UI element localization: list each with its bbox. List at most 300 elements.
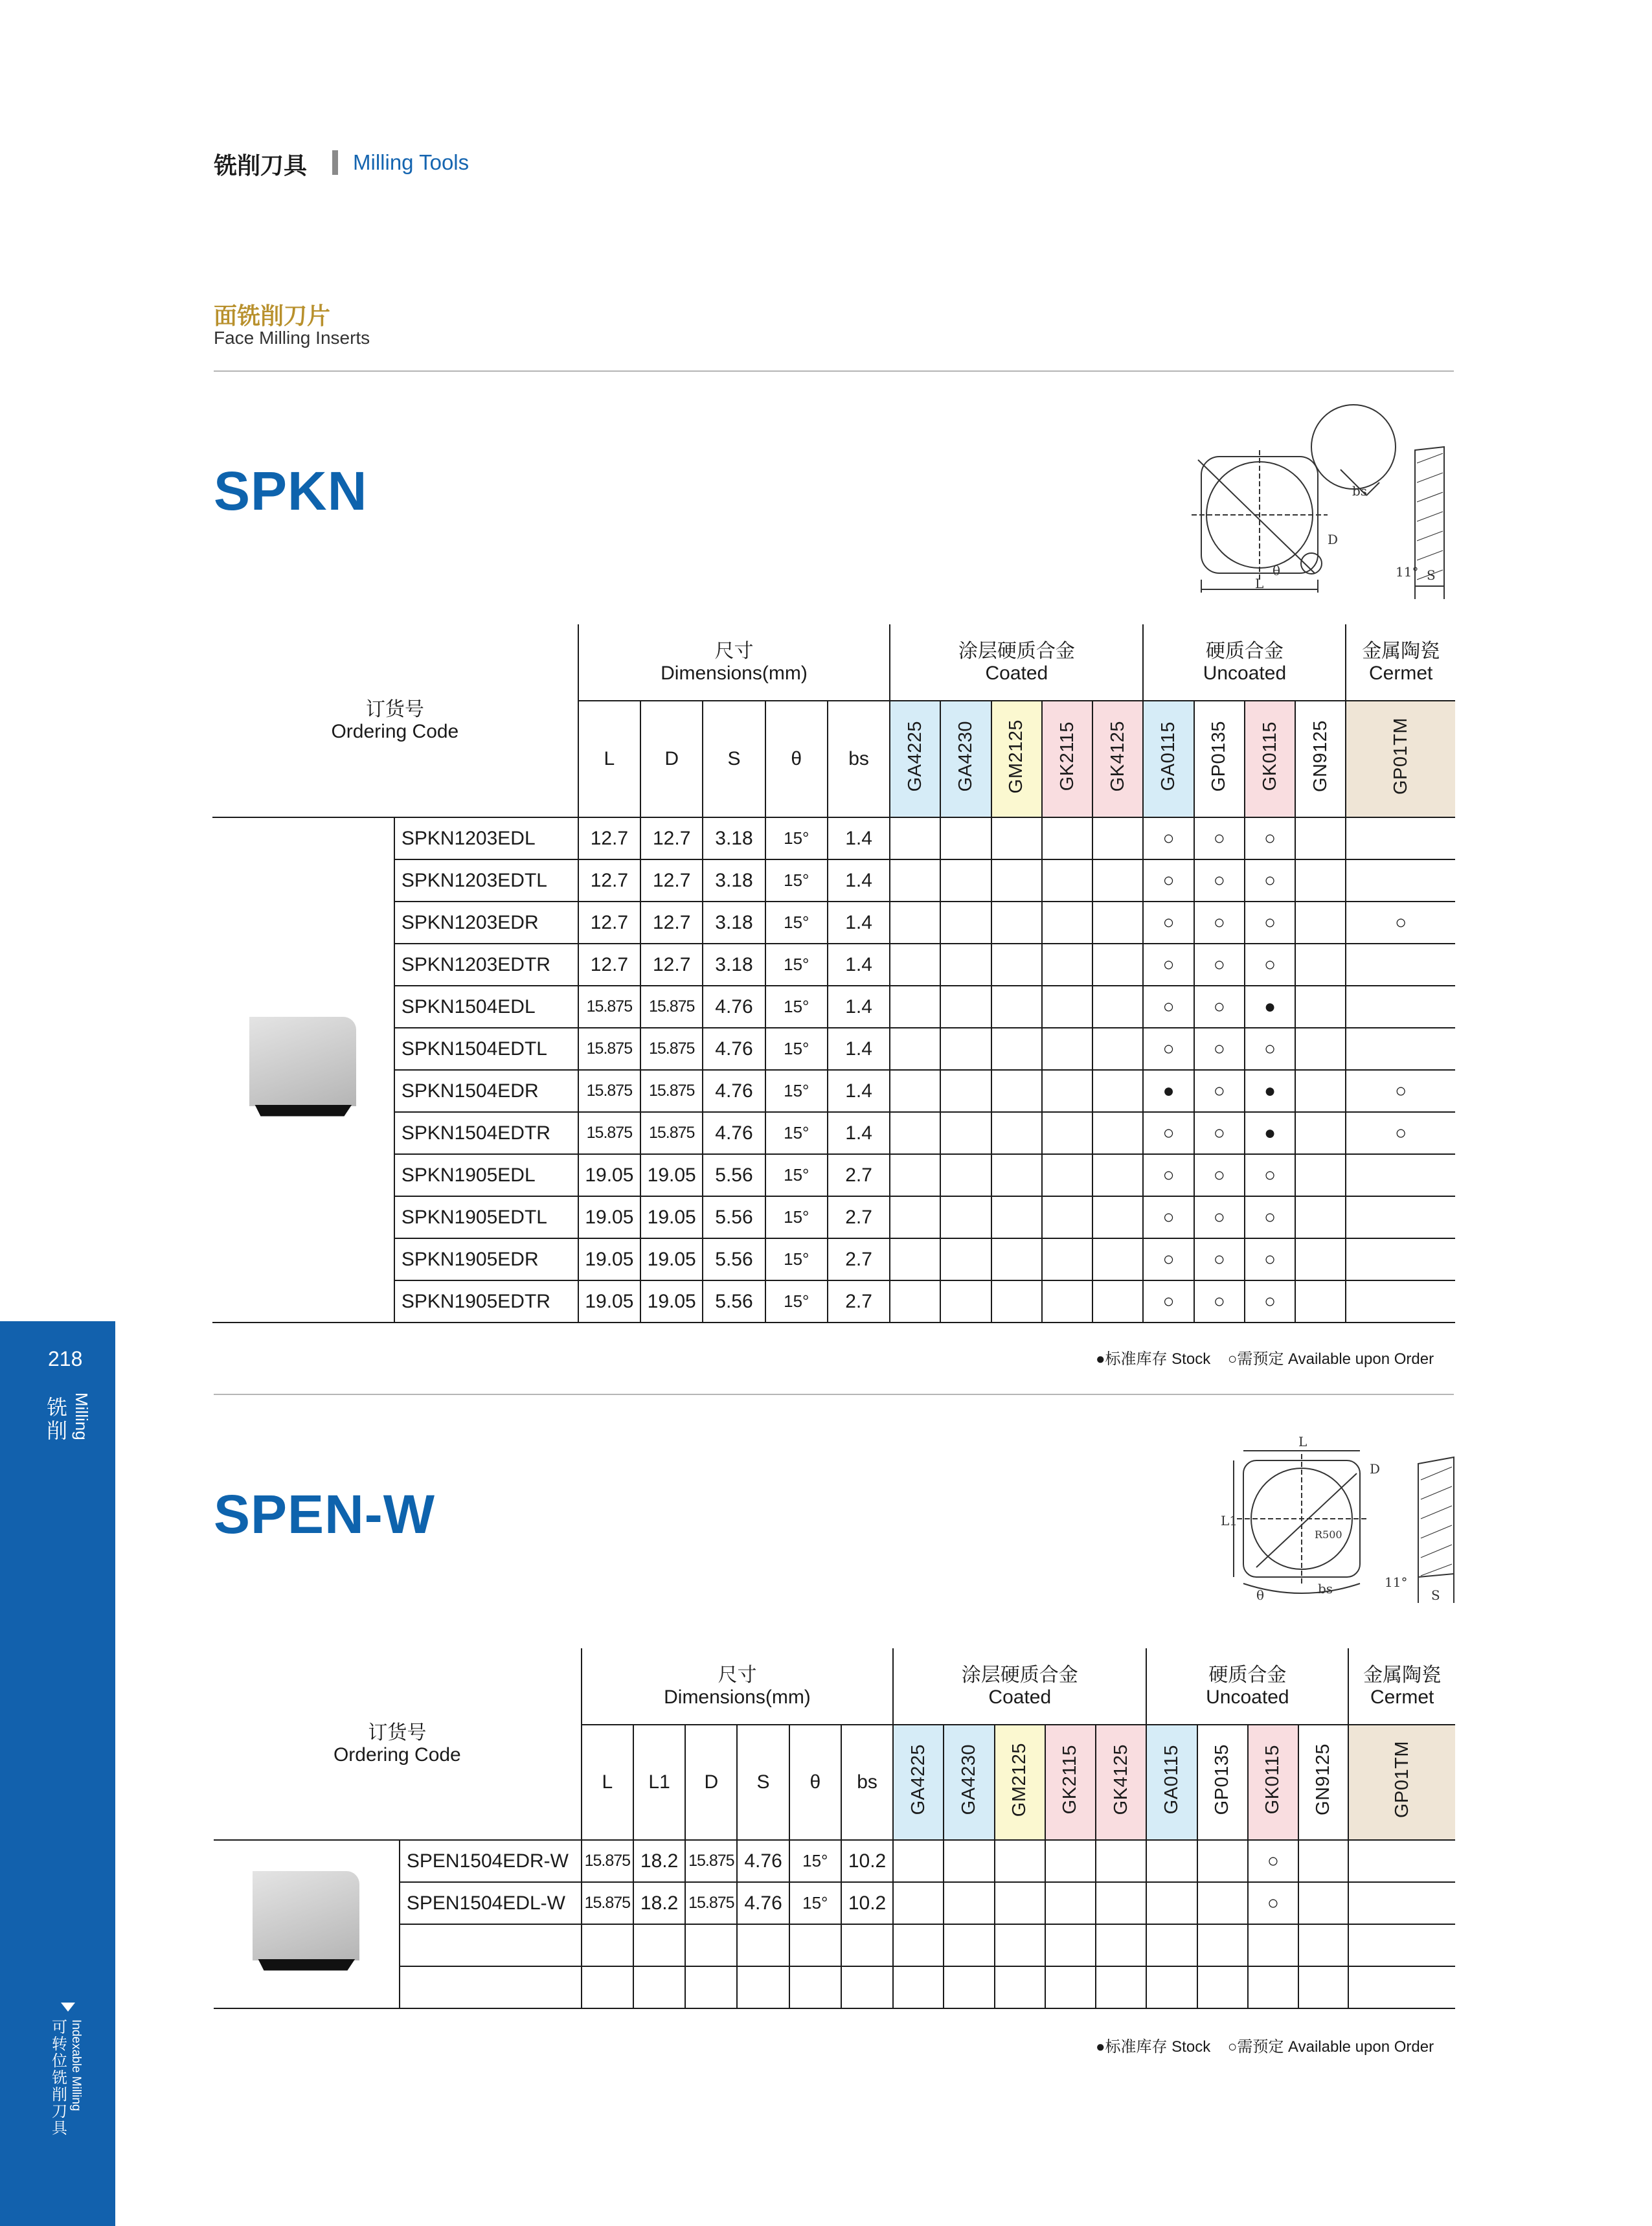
cermet-header-en: Cermet xyxy=(1369,662,1433,684)
dim-theta: 15° xyxy=(789,1882,841,1924)
availability-mark xyxy=(1092,1028,1143,1070)
table-row xyxy=(212,1238,1455,1280)
availability-mark xyxy=(940,1028,991,1070)
availability-mark xyxy=(1146,1840,1197,1882)
availability-mark xyxy=(893,1966,944,2008)
availability-mark xyxy=(1146,1966,1197,2008)
dim-S xyxy=(737,1966,789,2008)
insert-edge xyxy=(255,1105,352,1117)
spen-ordering-code-header-en: Ordering Code xyxy=(333,1743,461,1766)
availability-mark xyxy=(1042,817,1092,859)
spen-cermet-header-en: Cermet xyxy=(1370,1686,1434,1708)
spkn-dim-header: bs xyxy=(828,701,890,817)
availability-mark xyxy=(944,1924,994,1966)
legend-order-text: 需预定 Available upon Order xyxy=(1237,1350,1434,1368)
legend-stock-text: 标准库存 Stock xyxy=(1105,1350,1211,1368)
dim-D: 12.7 xyxy=(640,817,703,859)
grade-header-gk2115 xyxy=(1042,701,1092,817)
availability-mark xyxy=(940,817,991,859)
dim-L1: 18.2 xyxy=(633,1882,685,1924)
availability-mark: ○ xyxy=(1248,1882,1298,1924)
spen-insert-photo xyxy=(253,1871,359,1978)
availability-mark xyxy=(890,986,940,1028)
spen-ordering-code-header-cn: 订货号 xyxy=(368,1721,427,1743)
spen-diagram-label-bs: bs xyxy=(1318,1581,1333,1596)
availability-mark: ○ xyxy=(1194,1028,1245,1070)
table-row xyxy=(212,817,1455,859)
ordering-code xyxy=(400,1924,582,1966)
availability-mark: ○ xyxy=(1143,1196,1194,1238)
availability-mark xyxy=(1045,1924,1096,1966)
availability-mark xyxy=(1348,1882,1455,1924)
availability-mark xyxy=(1042,1238,1092,1280)
availability-mark xyxy=(944,1882,994,1924)
availability-mark xyxy=(1197,1966,1248,2008)
availability-mark xyxy=(1295,1238,1346,1280)
grade-header-gn9125 xyxy=(1295,701,1346,817)
spen-table xyxy=(214,1648,1455,2009)
table-row xyxy=(212,1070,1455,1112)
grade-label: GP0135 xyxy=(1212,1744,1233,1815)
spkn-title: SPKN xyxy=(214,460,368,521)
availability-mark: ○ xyxy=(1245,944,1295,986)
availability-mark xyxy=(1348,1924,1455,1966)
insert-face xyxy=(253,1871,359,1960)
availability-mark: ○ xyxy=(1194,944,1245,986)
availability-mark: ○ xyxy=(1143,1238,1194,1280)
spen-coated-header-cn: 涂层硬质合金 xyxy=(961,1664,1078,1686)
availability-mark xyxy=(1346,944,1455,986)
availability-mark: ○ xyxy=(1143,817,1194,859)
spkn-table xyxy=(212,624,1455,1323)
dimensions-header-cn: 尺寸 xyxy=(714,640,754,662)
availability-mark xyxy=(1092,1238,1143,1280)
table-row xyxy=(214,1966,1455,2008)
spkn-dim-header: D xyxy=(640,701,703,817)
dim-S: 4.76 xyxy=(737,1840,789,1882)
availability-mark: ○ xyxy=(1346,1112,1455,1154)
dim-L: 19.05 xyxy=(578,1196,640,1238)
dimensions-header xyxy=(578,624,890,701)
spen-title: SPEN-W xyxy=(214,1484,435,1545)
coated-header-cn: 涂层硬质合金 xyxy=(958,640,1075,662)
availability-mark xyxy=(940,1196,991,1238)
dim-theta xyxy=(789,1924,841,1966)
availability-mark xyxy=(1346,859,1455,902)
spen-legend-stock-symbol: ● xyxy=(1096,2038,1105,2056)
ordering-code: SPKN1504EDTR xyxy=(394,1112,578,1154)
uncoated-header-en: Uncoated xyxy=(1203,662,1287,684)
ordering-code: SPKN1905EDL xyxy=(394,1154,578,1196)
ordering-code: SPEN1504EDR-W xyxy=(400,1840,582,1882)
table-row xyxy=(212,944,1455,986)
table-row xyxy=(212,1196,1455,1238)
grade-label: GK4125 xyxy=(1110,1744,1131,1815)
grade-header-gp01tm xyxy=(1346,701,1455,817)
dim-S: 5.56 xyxy=(703,1280,765,1323)
availability-mark: ○ xyxy=(1194,1112,1245,1154)
spen-image-cell xyxy=(214,1840,400,2008)
availability-mark xyxy=(940,902,991,944)
availability-mark xyxy=(1096,1840,1146,1882)
spkn-dim-header: L xyxy=(578,701,640,817)
dim-theta: 15° xyxy=(765,1238,828,1280)
spen-dimensions-header-en: Dimensions(mm) xyxy=(664,1686,811,1708)
dim-theta: 15° xyxy=(765,944,828,986)
availability-mark xyxy=(940,1112,991,1154)
availability-mark xyxy=(890,1112,940,1154)
dim-bs: 1.4 xyxy=(828,944,890,986)
availability-mark: ○ xyxy=(1245,1280,1295,1323)
grade-header-gp0135 xyxy=(1194,701,1245,817)
uncoated-header-cn: 硬质合金 xyxy=(1205,640,1284,662)
availability-mark: ○ xyxy=(1143,859,1194,902)
dim-S: 4.76 xyxy=(703,986,765,1028)
availability-mark xyxy=(1092,1112,1143,1154)
spkn-dim-header: S xyxy=(703,701,765,817)
availability-mark xyxy=(893,1882,944,1924)
cermet-header xyxy=(1346,624,1455,701)
grade-label: GA4225 xyxy=(907,1744,929,1815)
dimensions-header-en: Dimensions(mm) xyxy=(661,662,808,684)
grade-label: GK0115 xyxy=(1262,1745,1284,1815)
availability-mark xyxy=(1248,1966,1298,2008)
availability-mark xyxy=(1346,1196,1455,1238)
dim-bs xyxy=(841,1924,893,1966)
availability-mark xyxy=(995,1840,1045,1882)
availability-mark: ○ xyxy=(1245,1028,1295,1070)
dim-L: 15.875 xyxy=(578,986,640,1028)
availability-mark xyxy=(890,859,940,902)
table-row xyxy=(214,1924,1455,1966)
availability-mark xyxy=(1295,817,1346,859)
dim-L1: 18.2 xyxy=(633,1840,685,1882)
availability-mark xyxy=(1096,1882,1146,1924)
spen-legend-order-text: 需预定 Available upon Order xyxy=(1237,2038,1434,2056)
dim-bs: 2.7 xyxy=(828,1238,890,1280)
spen-dim-header: D xyxy=(685,1725,737,1840)
grade-header-gk0115 xyxy=(1248,1725,1298,1840)
grade-header-gn9125 xyxy=(1298,1725,1348,1840)
availability-mark xyxy=(1197,1924,1248,1966)
availability-mark xyxy=(991,817,1042,859)
dim-bs: 1.4 xyxy=(828,859,890,902)
availability-mark: ○ xyxy=(1194,986,1245,1028)
spen-diagram-label-theta: θ xyxy=(1256,1587,1265,1603)
dim-L: 19.05 xyxy=(578,1280,640,1323)
availability-mark: ○ xyxy=(1245,1196,1295,1238)
dim-theta: 15° xyxy=(789,1840,841,1882)
availability-mark: ○ xyxy=(1245,859,1295,902)
dim-D: 15.875 xyxy=(685,1840,737,1882)
dim-bs: 2.7 xyxy=(828,1154,890,1196)
availability-mark xyxy=(893,1924,944,1966)
availability-mark: ○ xyxy=(1245,817,1295,859)
availability-mark xyxy=(1295,944,1346,986)
dim-bs: 1.4 xyxy=(828,1070,890,1112)
grade-header-ga4225 xyxy=(893,1725,944,1840)
spen-uncoated-header-cn: 硬质合金 xyxy=(1208,1664,1287,1686)
uncoated-header xyxy=(1143,624,1346,701)
dim-theta: 15° xyxy=(765,1280,828,1323)
page-number: 218 xyxy=(48,1347,83,1370)
dim-bs: 1.4 xyxy=(828,1028,890,1070)
spen-diagram-label-angle: 11° xyxy=(1385,1574,1408,1590)
grade-header-gm2125 xyxy=(995,1725,1045,1840)
dim-D: 15.875 xyxy=(640,1070,703,1112)
section-divider xyxy=(214,370,1454,372)
dim-theta: 15° xyxy=(765,902,828,944)
grade-label: GK4125 xyxy=(1107,721,1128,792)
dim-L xyxy=(582,1966,633,2008)
availability-mark: ○ xyxy=(1194,1196,1245,1238)
grade-header-gk0115 xyxy=(1245,701,1295,817)
table-row xyxy=(212,1112,1455,1154)
dim-L: 15.875 xyxy=(582,1882,633,1924)
availability-mark: ○ xyxy=(1245,1238,1295,1280)
diagram-label-bs: bs xyxy=(1352,483,1368,499)
ordering-code: SPKN1203EDR xyxy=(394,902,578,944)
availability-mark xyxy=(1295,1154,1346,1196)
cermet-header-cn: 金属陶瓷 xyxy=(1362,640,1440,662)
dim-theta: 15° xyxy=(765,1154,828,1196)
dim-S: 3.18 xyxy=(703,859,765,902)
insert-face xyxy=(249,1017,356,1106)
spen-dim-header: θ xyxy=(789,1725,841,1840)
availability-mark xyxy=(890,1070,940,1112)
availability-mark: ○ xyxy=(1143,902,1194,944)
section-title-en: Face Milling Inserts xyxy=(214,328,370,348)
dim-bs: 1.4 xyxy=(828,1112,890,1154)
table-row xyxy=(214,1882,1455,1924)
grade-header-gp01tm xyxy=(1348,1725,1455,1840)
spen-diagram-label-R500: R500 xyxy=(1315,1528,1342,1541)
availability-mark xyxy=(1092,902,1143,944)
dim-D: 12.7 xyxy=(640,859,703,902)
grade-header-gm2125 xyxy=(991,701,1042,817)
grade-label: GM2125 xyxy=(1009,1742,1030,1817)
insert-edge xyxy=(258,1959,355,1971)
dim-D: 19.05 xyxy=(640,1238,703,1280)
dim-L: 15.875 xyxy=(578,1112,640,1154)
spen-insert-diagram xyxy=(1217,1428,1457,1609)
ordering-code: SPEN1504EDL-W xyxy=(400,1882,582,1924)
dim-S: 4.76 xyxy=(737,1882,789,1924)
table-row xyxy=(214,1840,1455,1882)
availability-mark xyxy=(1092,986,1143,1028)
spen-dim-header: bs xyxy=(841,1725,893,1840)
availability-mark xyxy=(991,859,1042,902)
availability-mark xyxy=(1042,1028,1092,1070)
availability-mark xyxy=(1295,1028,1346,1070)
ordering-code xyxy=(400,1966,582,2008)
dim-L xyxy=(582,1924,633,1966)
spen-legend xyxy=(1096,2034,1434,2056)
availability-mark xyxy=(1248,1924,1298,1966)
availability-mark xyxy=(1042,944,1092,986)
availability-mark xyxy=(890,944,940,986)
dim-L: 12.7 xyxy=(578,817,640,859)
availability-mark xyxy=(940,986,991,1028)
coated-header xyxy=(890,624,1143,701)
grade-label: GP01TM xyxy=(1390,718,1411,795)
grade-label: GA4230 xyxy=(955,721,977,792)
spen-uncoated-header xyxy=(1146,1648,1348,1725)
dim-D: 15.875 xyxy=(640,1112,703,1154)
dim-L: 12.7 xyxy=(578,859,640,902)
grade-label: GK0115 xyxy=(1259,721,1280,791)
availability-mark xyxy=(995,1882,1045,1924)
availability-mark xyxy=(1092,1196,1143,1238)
availability-mark xyxy=(940,1238,991,1280)
dim-theta: 15° xyxy=(765,859,828,902)
availability-mark: ○ xyxy=(1143,1112,1194,1154)
dim-S: 5.56 xyxy=(703,1196,765,1238)
dim-theta: 15° xyxy=(765,1070,828,1112)
spen-dimensions-header xyxy=(582,1648,893,1725)
availability-mark xyxy=(940,944,991,986)
dim-theta: 15° xyxy=(765,986,828,1028)
availability-mark xyxy=(1298,1840,1348,1882)
grade-label: GP0135 xyxy=(1208,721,1230,792)
spen-cermet-header-cn: 金属陶瓷 xyxy=(1363,1664,1442,1686)
availability-mark: ○ xyxy=(1143,1154,1194,1196)
dim-D: 19.05 xyxy=(640,1154,703,1196)
dim-bs: 1.4 xyxy=(828,817,890,859)
table-row xyxy=(212,1280,1455,1323)
dim-bs: 2.7 xyxy=(828,1196,890,1238)
spen-diagram-label-L: L xyxy=(1298,1434,1307,1449)
grade-label: GA0115 xyxy=(1161,1745,1182,1815)
dim-L: 12.7 xyxy=(578,902,640,944)
sidebar-bottom-en: Indexable Milling xyxy=(69,2019,83,2111)
availability-mark xyxy=(893,1840,944,1882)
grade-label: GP01TM xyxy=(1391,1741,1412,1819)
availability-mark xyxy=(1197,1882,1248,1924)
availability-mark xyxy=(991,1196,1042,1238)
ordering-code-header-en: Ordering Code xyxy=(331,720,459,742)
dim-S: 3.18 xyxy=(703,944,765,986)
availability-mark xyxy=(1346,817,1455,859)
ordering-code: SPKN1203EDL xyxy=(394,817,578,859)
dim-S: 4.76 xyxy=(703,1070,765,1112)
dim-bs xyxy=(841,1966,893,2008)
dim-L1 xyxy=(633,1924,685,1966)
availability-mark xyxy=(1295,1280,1346,1323)
availability-mark xyxy=(1295,902,1346,944)
availability-mark xyxy=(890,902,940,944)
availability-mark xyxy=(1298,1966,1348,2008)
availability-mark xyxy=(890,1238,940,1280)
availability-mark xyxy=(995,1924,1045,1966)
availability-mark xyxy=(1042,1154,1092,1196)
dim-L1 xyxy=(633,1966,685,2008)
dim-L: 15.875 xyxy=(582,1840,633,1882)
availability-mark: ○ xyxy=(1194,1280,1245,1323)
dim-bs: 2.7 xyxy=(828,1280,890,1323)
dim-D: 15.875 xyxy=(640,986,703,1028)
header-title-en: Milling Tools xyxy=(353,150,470,174)
availability-mark: ○ xyxy=(1194,859,1245,902)
availability-mark xyxy=(890,1154,940,1196)
availability-mark xyxy=(1298,1882,1348,1924)
availability-mark xyxy=(940,1070,991,1112)
availability-mark: ○ xyxy=(1143,1280,1194,1323)
diagram-label-theta: θ xyxy=(1273,563,1281,578)
availability-mark: ● xyxy=(1143,1070,1194,1112)
sidebar-label-cn: 铣削 xyxy=(47,1396,68,1442)
availability-mark xyxy=(1346,986,1455,1028)
dim-theta xyxy=(789,1966,841,2008)
dim-S: 3.18 xyxy=(703,817,765,859)
availability-mark xyxy=(1045,1966,1096,2008)
ordering-code-header-cn: 订货号 xyxy=(365,698,424,720)
ordering-code-header xyxy=(212,624,578,817)
availability-mark: ○ xyxy=(1194,902,1245,944)
grade-header-gk4125 xyxy=(1092,701,1143,817)
spen-diagram-label-S: S xyxy=(1431,1587,1440,1603)
availability-mark xyxy=(1096,1966,1146,2008)
availability-mark xyxy=(890,1280,940,1323)
spkn-insert-diagram xyxy=(1179,392,1457,599)
availability-mark xyxy=(1042,1112,1092,1154)
availability-mark xyxy=(1346,1280,1455,1323)
section-title-cn: 面铣削刀片 xyxy=(214,302,331,329)
availability-mark xyxy=(940,859,991,902)
spen-uncoated-header-en: Uncoated xyxy=(1206,1686,1289,1708)
spen-diagram-label-D: D xyxy=(1370,1461,1381,1477)
availability-mark xyxy=(1295,859,1346,902)
availability-mark: ○ xyxy=(1194,1154,1245,1196)
dim-bs: 1.4 xyxy=(828,986,890,1028)
availability-mark: ○ xyxy=(1143,986,1194,1028)
availability-mark xyxy=(1042,1070,1092,1112)
spen-coated-header-en: Coated xyxy=(988,1686,1052,1708)
availability-mark xyxy=(1348,1840,1455,1882)
grade-label: GA4230 xyxy=(958,1744,980,1815)
availability-mark xyxy=(1348,1966,1455,2008)
availability-mark: ○ xyxy=(1143,944,1194,986)
dim-D: 15.875 xyxy=(640,1028,703,1070)
section-divider-2 xyxy=(214,1394,1454,1395)
availability-mark xyxy=(1092,1280,1143,1323)
availability-mark: ○ xyxy=(1346,902,1455,944)
spen-dim-header: S xyxy=(737,1725,789,1840)
availability-mark xyxy=(991,1070,1042,1112)
spkn-legend xyxy=(1096,1346,1434,1369)
spen-dimensions-header-cn: 尺寸 xyxy=(718,1664,757,1686)
availability-mark: ○ xyxy=(1346,1070,1455,1112)
availability-mark xyxy=(890,1028,940,1070)
grade-label: GA0115 xyxy=(1158,721,1179,791)
spkn-dim-header: θ xyxy=(765,701,828,817)
legend-order-symbol: ○ xyxy=(1227,1350,1238,1368)
dim-theta: 15° xyxy=(765,1028,828,1070)
availability-mark xyxy=(991,944,1042,986)
availability-mark xyxy=(1346,1154,1455,1196)
availability-mark: ● xyxy=(1245,1112,1295,1154)
grade-header-gk4125 xyxy=(1096,1725,1146,1840)
availability-mark xyxy=(890,817,940,859)
diagram-label-D: D xyxy=(1328,532,1339,547)
diagram-label-L: L xyxy=(1255,576,1264,591)
ordering-code: SPKN1905EDTL xyxy=(394,1196,578,1238)
availability-mark xyxy=(940,1280,991,1323)
availability-mark xyxy=(1042,902,1092,944)
grade-header-gp0135 xyxy=(1197,1725,1248,1840)
dim-D xyxy=(685,1966,737,2008)
dim-L: 19.05 xyxy=(578,1238,640,1280)
